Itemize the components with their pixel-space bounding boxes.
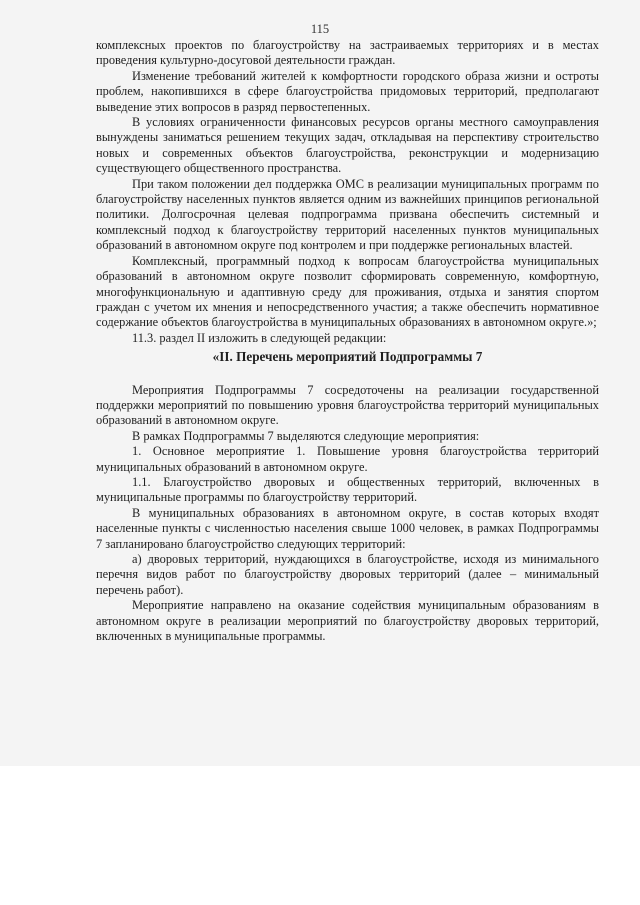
paragraph: 1. Основное мероприятие 1. Повышение уровня благоустройства территорий муниципальных образований в автономном округе. [96, 444, 599, 474]
paragraph: 1.1. Благоустройство дворовых и общественных территорий, включенных в муниципальные программы по благоустройству территорий. [96, 474, 599, 505]
paragraph: В условиях ограниченности финансовых ресурсов органы местного самоуправления вынуждены заниматься решением текущих задач, откладывая на перспективу строительство новых и современных объектов благоустройства, реконструкции и модернизацию существующего общественного пространства. [96, 115, 599, 176]
document-body [96, 38, 599, 644]
paragraph: Мероприятия Подпрограммы 7 сосредоточены на реализации государственной поддержки мероприятий по повышению уровня благоустройства территорий муниципальных образований в автономном округе. [96, 382, 599, 428]
paragraph: комплексных проектов по благоустройству на застраиваемых территориях и в местах проведения культурно-досуговой деятельности граждан. [96, 38, 599, 68]
paragraph: Изменение требований жителей к комфортности городского образа жизни и остроты проблем, накопившихся в сфере благоустройства придомовых территорий, предполагают выведение этих вопросов в разряд первостепенных. [96, 68, 599, 114]
paragraph: В рамках Подпрограммы 7 выделяются следующие мероприятия: [132, 428, 480, 443]
paragraph: Комплексный, программный подход к вопросам благоустройства муниципальных образований в автономном округе позволит сформировать современную, комфортную, многофункциональную и адаптивную среду для проживания, отдыха и занятия спортом граждан с учетом их мнения и непосредственного участия; а также обеспечить нормативное содержание объектов благоустройства в муниципальных образованиях в автономном округе.»; [96, 253, 599, 330]
paragraph: 11.3. раздел II изложить в следующей редакции: [132, 330, 387, 345]
page-margin [0, 766, 640, 905]
paragraph: Мероприятие направлено на оказание содействия муниципальным образованиям в автономном округе в реализации мероприятий по благоустройству дворовых территорий, включенных в муниципальные программы. [96, 598, 599, 644]
page-number: 115 [310, 22, 330, 36]
paragraph: а) дворовых территорий, нуждающихся в благоустройстве, исходя из минимального перечня видов работ по благоустройству дворовых территорий (далее – минимальный перечень работ). [96, 552, 599, 597]
paragraph: При таком положении дел поддержка ОМС в реализации муниципальных программ по благоустройству населенных пунктов является одним из важнейших принципов региональной политики. Долгосрочная целевая подпрограмма призвана обеспечить системный и комплексный подход к благоустройству территорий населенных пунктов муниципальных образований в автономном округе под контролем и при поддержке региональных властей. [96, 176, 599, 253]
section-heading: «II. Перечень мероприятий Подпрограммы 7 [212, 349, 483, 365]
paragraph: В муниципальных образованиях в автономном округе, в состав которых входят населенные пункты с численностью населения свыше 1000 человек, в рамках Подпрограммы 7 запланировано благоустройство следующих территорий: [96, 505, 599, 551]
